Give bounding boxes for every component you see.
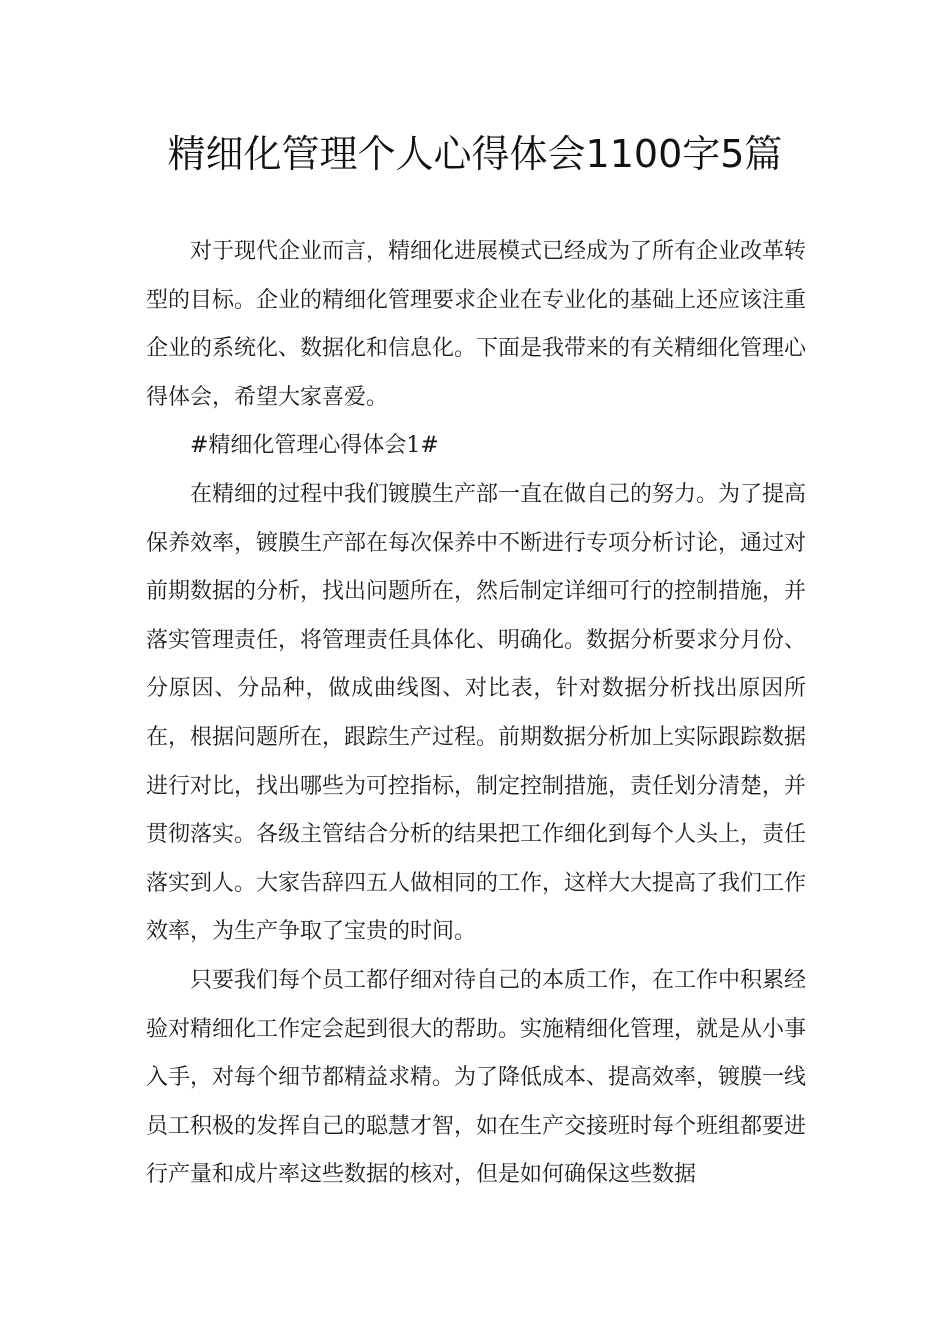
- intro-paragraph: 对于现代企业而言，精细化进展模式已经成为了所有企业改革转型的目标。企业的精细化管理要求企业在专业化的基础上还应该注重企业的系统化、数据化和信息化。下面是我带来的有关精细化管理心得体会，希望大家喜爱。: [146, 239, 807, 410]
- section-heading-1: #精细化管理心得体会1#: [190, 433, 439, 459]
- body-paragraph-1: 在精细的过程中我们镀膜生产部一直在做自己的努力。为了提高保养效率，镀膜生产部在每次保养中不断进行专项分析讨论，通过对前期数据的分析，找出问题所在，然后制定详细可行的控制措施，并落实管理责任，将管理责任具体化、明确化。数据分析要求分月份、分原因、分品种，做成曲线图、对比表，针对数据分析找出原因所在，根据问题所在，跟踪生产过程。前期数据分析加上实际跟踪数据进行对比，找出哪些为可控指标，制定控制措施，责任划分清楚，并贯彻落实。各级主管结合分析的结果把工作细化到每个人头上，责任落实到人。大家告辞四五人做相同的工作，这样大大提高了我们工作效率，为生产争取了宝贵的时间。: [146, 481, 807, 945]
- document-body: [146, 228, 806, 1200]
- body-paragraph-2: 只要我们每个员工都仔细对待自己的本质工作，在工作中积累经验对精细化工作定会起到很大的帮助。实施精细化管理，就是从小事入手，对每个细节都精益求精。为了降低成本、提高效率，镀膜一线员工积极的发挥自己的聪慧才智，如在生产交接班时每个班组都要进行产量和成片率这些数据的核对，但是如何确保这些数据: [146, 967, 807, 1188]
- document-title: 精细化管理个人心得体会1100字5篇: [167, 132, 783, 176]
